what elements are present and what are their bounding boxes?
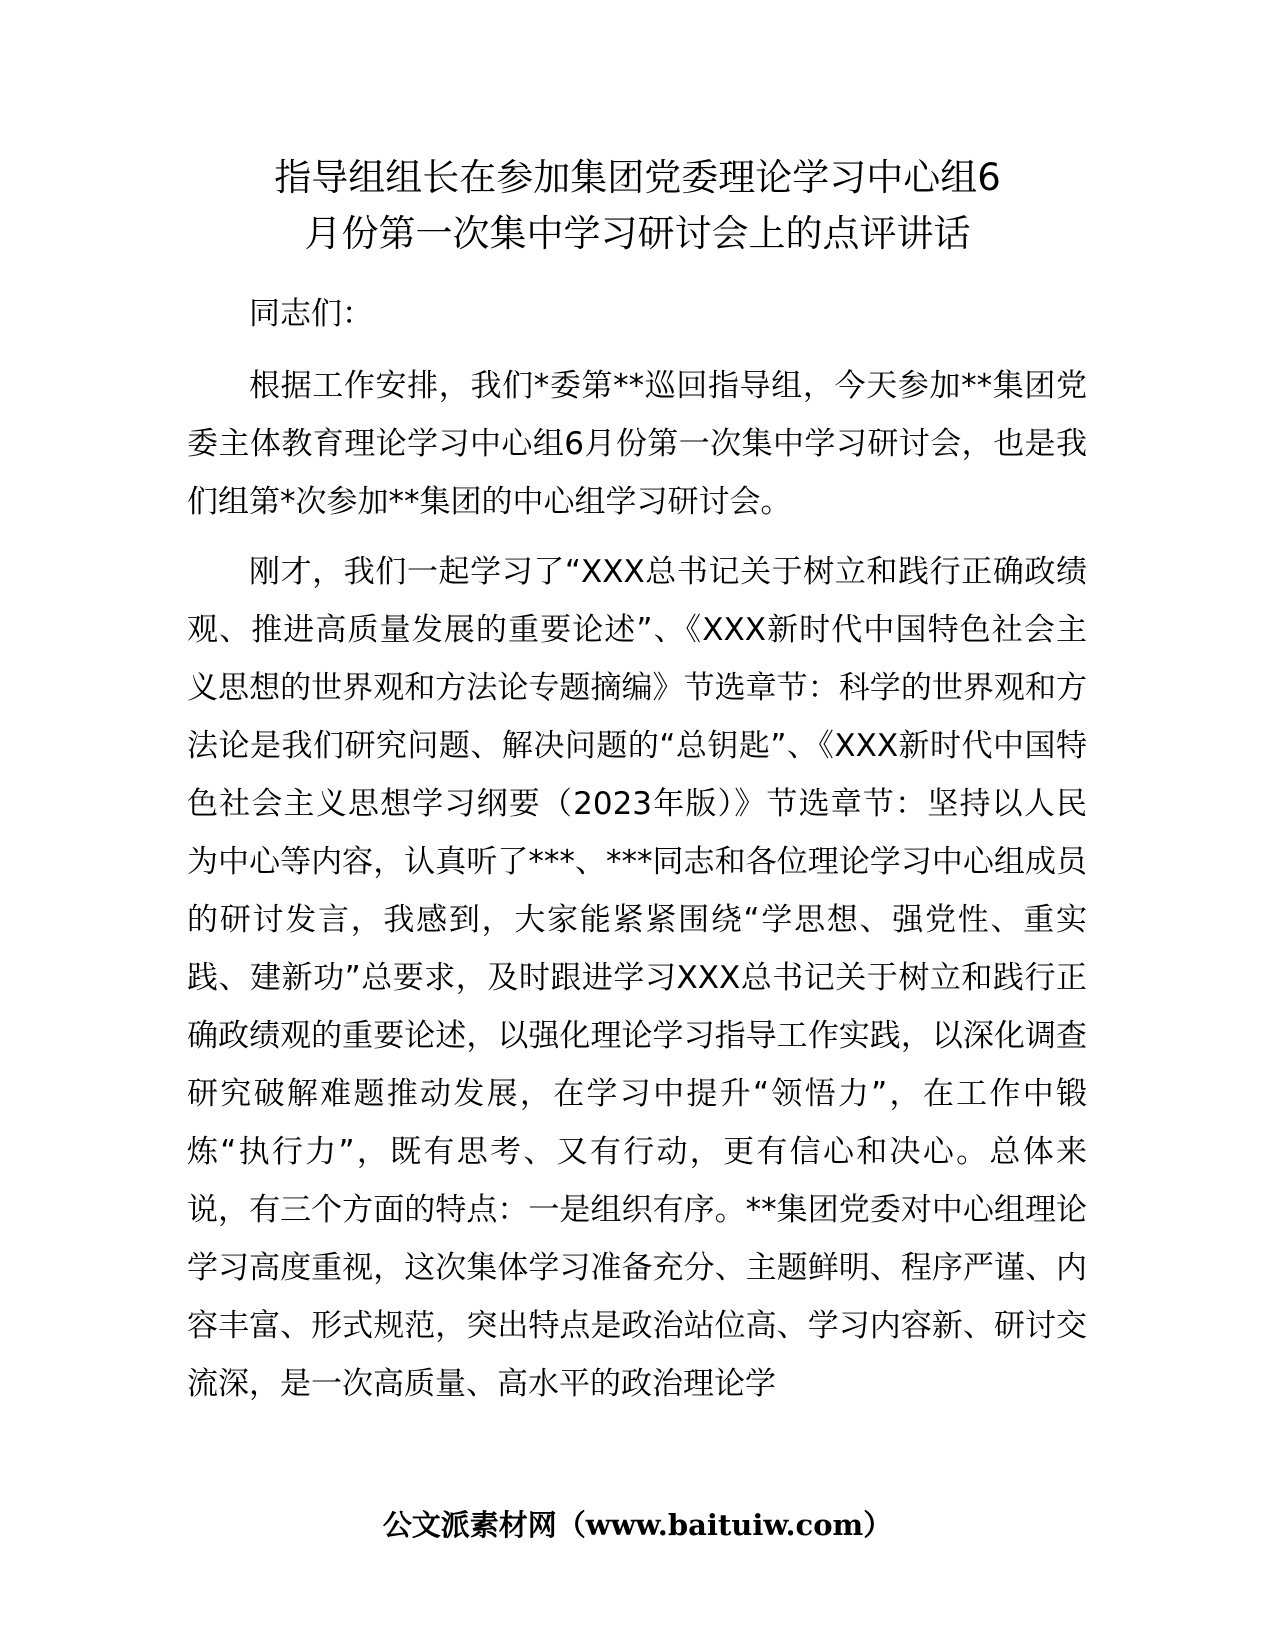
footer-watermark: 公文派素材网（www.baituiw.com） — [382, 1508, 893, 1542]
document-body — [187, 285, 1087, 1425]
paragraph-1: 根据工作安排，我们*委第**巡回指导组，今天参加**集团党委主体教育理论学习中心组6月份第一次集中学习研讨会，也是我们组第*次参加**集团的中心组学习研讨会。 — [187, 368, 1087, 520]
document-title — [195, 150, 1080, 262]
title-line-2: 月份第一次集中学习研讨会上的点评讲话 — [304, 212, 971, 255]
title-line-1: 指导组组长在参加集团党委理论学习中心组6 — [274, 156, 1001, 199]
paragraph-2: 刚才，我们一起学习了“XXX总书记关于树立和践行正确政绩观、推进高质量发展的重要论述”、《XXX新时代中国特色社会主义思想的世界观和方法论专题摘编》节选章节：科学的世界观和方法论是我们研究问题、解决问题的“总钥匙”、《XXX新时代中国特色社会主义思想学习纲要（2023年版）》节选章节：坚持以人民为中心等内容，认真听了***、***同志和各位理论学习中心组成员的研讨发言，我感到，大家能紧紧围绕“学思想、强党性、重实践、建新功”总要求，及时跟进学习XXX总书记关于树立和践行正确政绩观的重要论述，以强化理论学习指导工作实践，以深化调查研究破解难题推动发展，在学习中提升“领悟力”，在工作中锻炼“执行力”，既有思考、又有行动，更有信心和决心。总体来说，有三个方面的特点：一是组织有序。**集团党委对中心组理论学习高度重视，这次集体学习准备充分、主题鲜明、程序严谨、内容丰富、形式规范，突出特点是政治站位高、学习内容新、研讨交流深，是一次高质量、高水平的政治理论学 — [187, 554, 1087, 1402]
greeting: 同志们： — [249, 296, 373, 332]
